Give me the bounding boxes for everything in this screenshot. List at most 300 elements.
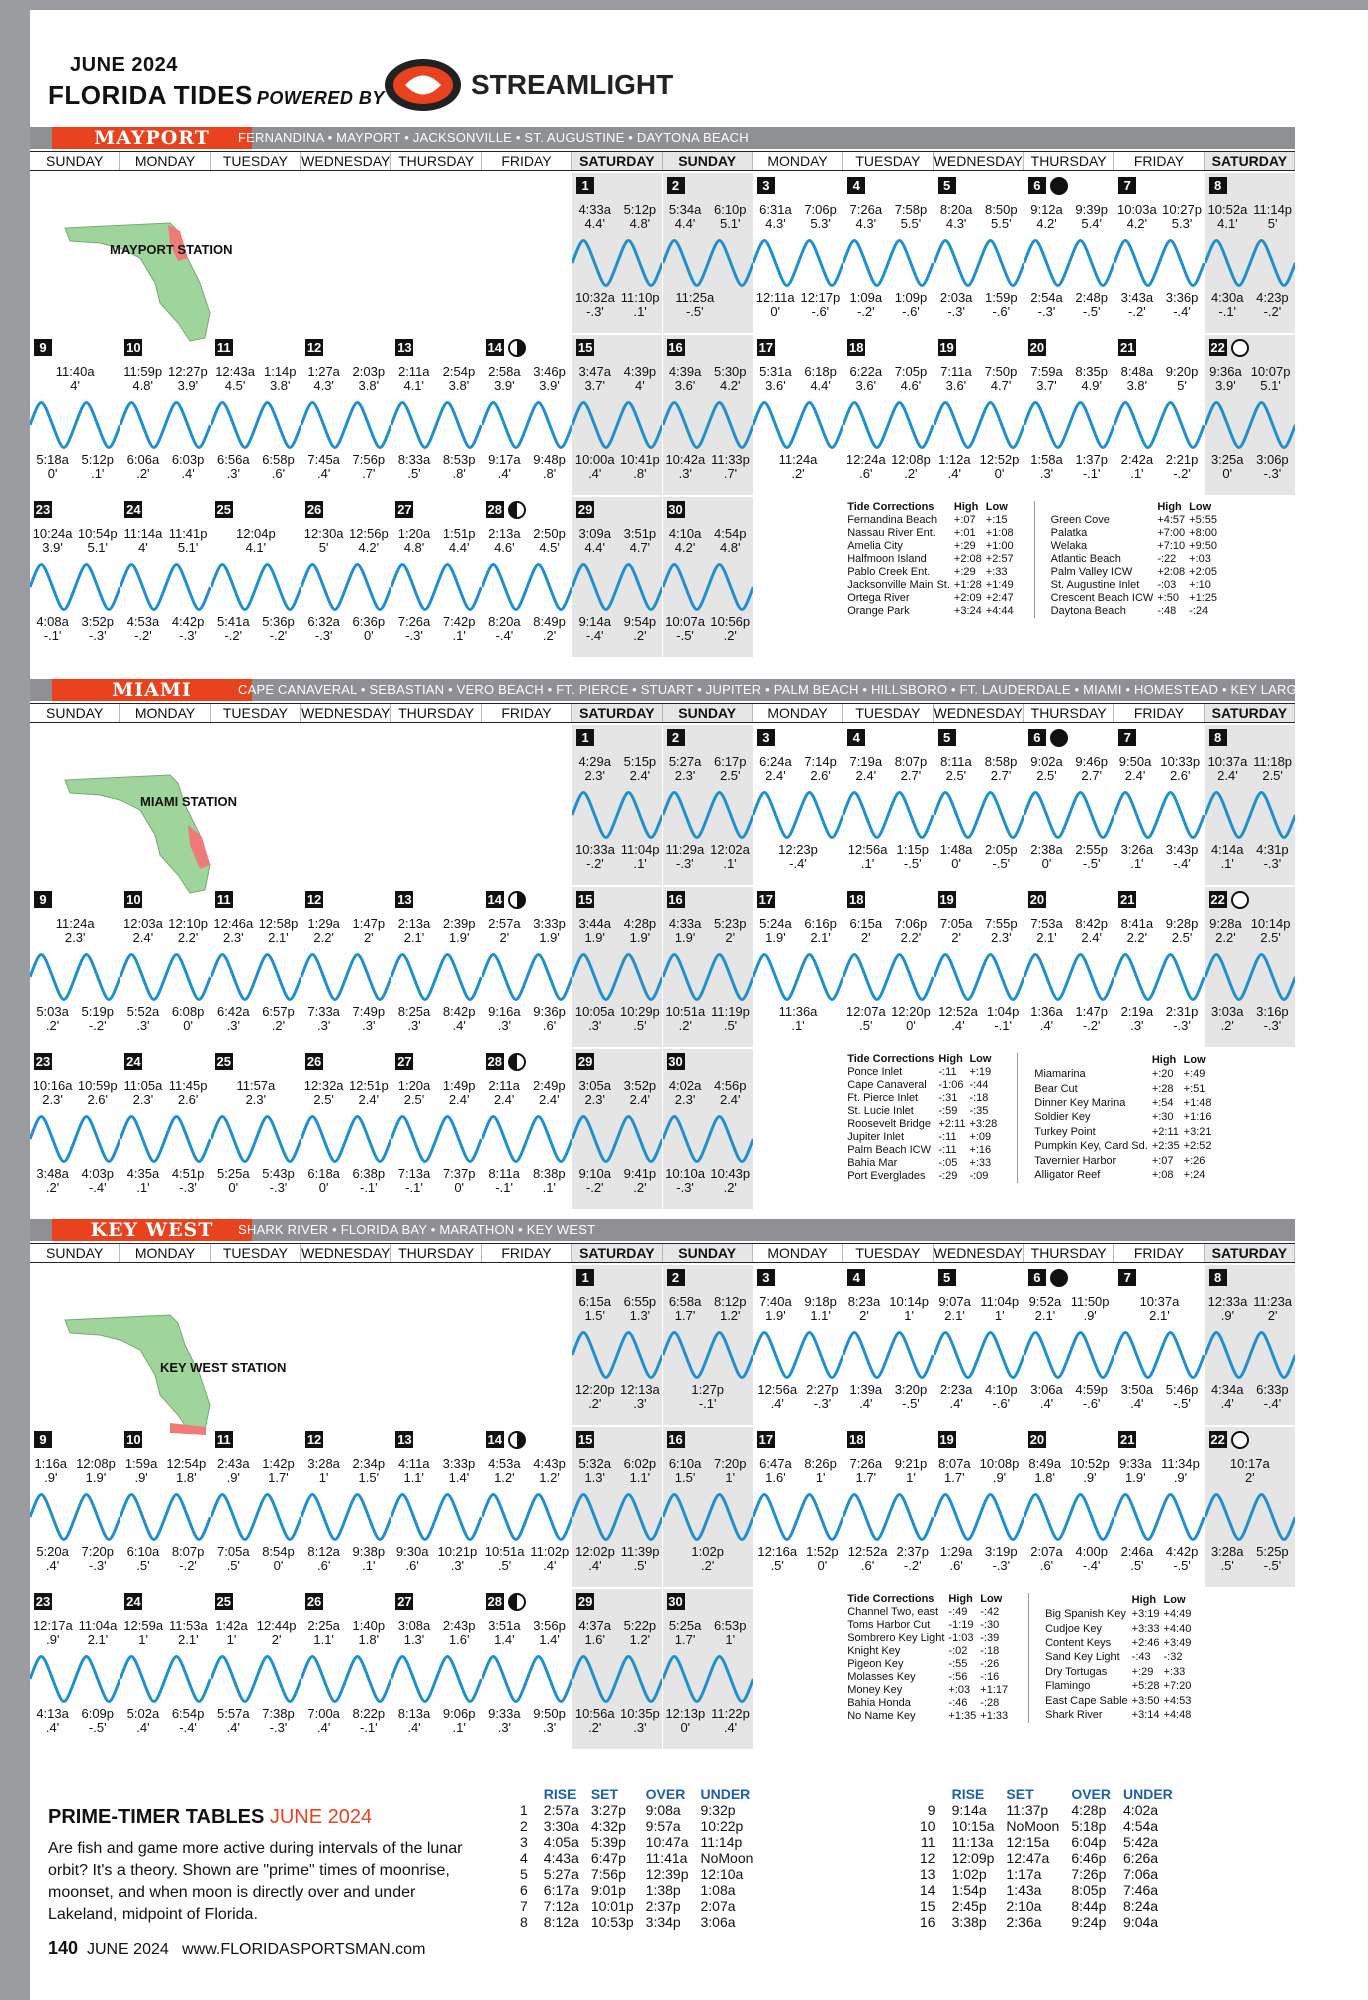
day-number: 4	[847, 177, 865, 194]
tide-height: .3'	[136, 1018, 150, 1033]
tide-height: .6'	[316, 1558, 331, 1573]
prime-time: 9:04a	[1123, 1914, 1159, 1930]
correction-row	[847, 1105, 1001, 1118]
tide-height: 3.9'	[177, 378, 199, 393]
low-tides	[753, 291, 843, 319]
tide-time: 6:17p	[713, 754, 747, 769]
tide-height: 2.4'	[855, 768, 877, 783]
tide-curve	[1205, 1495, 1295, 1540]
day-cell	[1114, 335, 1204, 495]
weekday-label: FRIDAY	[482, 1244, 572, 1262]
high-tide	[353, 1619, 386, 1647]
powered-by-text: POWERED BY	[256, 88, 385, 108]
tide-height: 0'	[273, 1558, 284, 1573]
high-tide	[1028, 1457, 1061, 1485]
tide-height: 3.7'	[584, 378, 605, 393]
low-tides	[211, 1707, 301, 1735]
tide-height: .4'	[588, 1558, 602, 1573]
tide-height: 5'	[318, 540, 329, 555]
tide-height: 1.9'	[85, 1470, 107, 1485]
day-cell	[482, 1427, 572, 1587]
prime-time: 8:24a	[1123, 1898, 1159, 1914]
correction-location: Knight Key	[847, 1645, 901, 1657]
tide-curve	[482, 403, 572, 448]
tide-time: 5:27a	[668, 754, 702, 769]
low-tide	[1030, 1383, 1063, 1411]
prime-row	[920, 1898, 1185, 1914]
tide-height: 4.3'	[945, 216, 967, 231]
low-tides	[663, 1167, 753, 1195]
corrections-title	[1045, 1593, 1132, 1607]
tide-curve	[120, 955, 210, 1000]
day-number: 30	[668, 502, 683, 517]
tide-time: 3:06p	[1256, 452, 1289, 467]
prime-time: 4:02a	[1123, 1802, 1159, 1818]
prime-row	[920, 1866, 1185, 1882]
high-tide	[533, 1457, 566, 1485]
correction-high: +:07	[1151, 1154, 1174, 1167]
low-tide	[1075, 1545, 1108, 1573]
tide-height: 4.4'	[584, 216, 605, 231]
tide-height: 3.7'	[1036, 378, 1057, 393]
correction-row	[847, 1118, 1001, 1131]
prime-day: 5	[520, 1866, 528, 1882]
tide-curve	[663, 1333, 753, 1378]
tide-wave	[934, 1325, 1024, 1385]
weekday-label: SUNDAY	[663, 152, 753, 170]
tide-time: 6:57p	[262, 1004, 295, 1019]
prime-time: 10:53p	[590, 1914, 634, 1930]
tide-height: 1.1'	[403, 1470, 425, 1485]
tide-time: 6:22a	[849, 364, 883, 379]
low-tides	[120, 1005, 210, 1033]
day-number: 12	[306, 1432, 322, 1447]
tide-height: 0'	[680, 1720, 691, 1735]
high-tide	[488, 527, 521, 555]
high-tide	[1119, 755, 1152, 783]
low-tides	[301, 1707, 391, 1735]
tide-height: -.1'	[495, 1180, 513, 1195]
tide-curve	[753, 241, 843, 286]
tide-time: 4:23p	[1256, 290, 1289, 305]
low-tide	[217, 1707, 250, 1735]
tide-height: -.2'	[1173, 466, 1191, 481]
low-tide	[1211, 1545, 1244, 1573]
low-tide	[800, 291, 840, 319]
tide-height: 0'	[363, 628, 374, 643]
tide-height: 1.2'	[539, 1470, 560, 1485]
tide-corrections	[847, 1053, 1215, 1183]
low-tide	[217, 1545, 250, 1573]
weekday-label: THURSDAY	[1024, 704, 1114, 722]
low-tide	[778, 843, 818, 871]
correction-high: -:48	[1157, 605, 1177, 617]
weekday-label: SUNDAY	[30, 704, 120, 722]
tide-time: 4:14a	[1210, 842, 1244, 857]
tide-height: .5'	[633, 1018, 647, 1033]
high-tide	[624, 1295, 657, 1323]
day-cell	[753, 887, 843, 1047]
tide-height: .1'	[452, 1720, 466, 1735]
tide-time: 6:47a	[759, 1456, 792, 1471]
tide-time: 4:30a	[1210, 290, 1244, 305]
prime-day: 10	[920, 1818, 936, 1834]
high-tide	[850, 755, 883, 783]
weekday-header	[30, 703, 1295, 723]
tide-height: -.4'	[1173, 856, 1191, 871]
tide-time: 2:03p	[352, 364, 386, 379]
tide-height: .5'	[859, 1018, 873, 1033]
florida-map-icon	[60, 213, 220, 343]
low-tide	[1256, 1005, 1289, 1033]
tide-wave	[843, 1487, 933, 1547]
tide-curve	[1024, 793, 1114, 838]
moon-phase-new-icon	[1050, 177, 1068, 195]
correction-location: Pigeon Key	[847, 1658, 904, 1670]
high-tide	[304, 1079, 344, 1107]
high-tide	[123, 365, 162, 393]
tide-height: .6'	[860, 1558, 875, 1573]
low-tides	[482, 1545, 572, 1573]
tide-time: 12:17a	[32, 1618, 73, 1633]
low-tide	[575, 291, 615, 319]
tide-curve	[30, 1657, 120, 1702]
correction-low: +:10	[1189, 579, 1211, 591]
high-tide	[669, 1295, 702, 1323]
tide-height: .5'	[1220, 1558, 1234, 1573]
tide-height: .9'	[1083, 1308, 1097, 1323]
tide-height: .2'	[701, 1558, 715, 1573]
tide-time: 5:20a	[36, 1544, 69, 1559]
low-tide	[710, 1167, 750, 1195]
tide-height: 2.3'	[223, 930, 244, 945]
tide-height: .9'	[46, 1632, 60, 1647]
prime-time: 8:05p	[1071, 1882, 1107, 1898]
day-number: 25	[216, 1054, 231, 1069]
tide-wave	[663, 233, 753, 293]
tide-wave	[30, 1487, 120, 1547]
weekday-label: FRIDAY	[1114, 704, 1204, 722]
high-tide	[1121, 365, 1154, 393]
tide-height: 2.1'	[403, 930, 425, 945]
weekday-label: SATURDAY	[1205, 152, 1295, 170]
day-number: 19	[939, 1432, 954, 1447]
tide-height: -.3'	[88, 628, 107, 643]
prime-day: 13	[920, 1866, 936, 1882]
correction-low: +:33	[985, 566, 1008, 578]
day-number: 12	[306, 340, 322, 355]
tide-height: 4'	[138, 540, 148, 555]
prime-time: 4:43a	[543, 1850, 579, 1866]
low-tide	[895, 291, 928, 319]
high-tides	[934, 203, 1024, 231]
tide-time: 8:20a	[939, 202, 973, 217]
high-tides	[301, 1079, 391, 1107]
tide-time: 12:20p	[574, 1382, 615, 1397]
tide-time: 7:53a	[1030, 916, 1063, 931]
high-tide	[624, 1079, 657, 1107]
tide-height: .9'	[1173, 1470, 1188, 1485]
tide-time: 11:45p	[168, 1078, 208, 1093]
low-tide	[756, 291, 795, 319]
high-tide	[1208, 755, 1248, 783]
tide-time: 10:56p	[710, 614, 751, 629]
station-label: MAYPORT STATION	[110, 242, 233, 257]
low-tide	[36, 1167, 69, 1195]
high-tide	[759, 1295, 792, 1323]
tide-wave	[934, 785, 1024, 845]
tide-time: 7:58p	[894, 202, 928, 217]
high-tides	[211, 527, 301, 555]
region-bar	[30, 1219, 1295, 1241]
tide-time: 11:02p	[530, 1544, 570, 1559]
tide-height: 2.4'	[719, 1092, 741, 1107]
low-tide	[848, 843, 888, 871]
tide-curve	[1024, 1495, 1114, 1540]
day-number: 11	[215, 339, 233, 356]
high-tides	[753, 1295, 843, 1323]
low-tide	[1075, 1005, 1108, 1033]
correction-low: +1:16	[1183, 1111, 1212, 1124]
low-tide	[620, 1707, 660, 1735]
high-tides	[663, 917, 753, 945]
correction-low: +1:00	[985, 540, 1014, 552]
tide-wave	[1114, 395, 1204, 455]
tide-curve	[1205, 241, 1295, 286]
tide-time: 1:47p	[1075, 1004, 1108, 1019]
low-tides	[120, 615, 210, 643]
high-tide	[169, 527, 208, 555]
tide-time: 10:07a	[665, 614, 705, 629]
low-tide	[398, 1707, 431, 1735]
low-tide	[985, 1383, 1018, 1411]
tide-height: 5.5'	[900, 216, 922, 231]
corrections-low-header: Low	[1163, 1593, 1186, 1606]
tide-time: 6:10a	[126, 1544, 160, 1559]
tide-height: 1.7'	[268, 1470, 289, 1485]
tide-time: 12:04p	[235, 526, 276, 541]
weekday-label: FRIDAY	[482, 152, 572, 170]
correction-row	[847, 579, 1017, 592]
tide-height: .2'	[45, 1018, 60, 1033]
tide-height: .6'	[405, 1558, 419, 1573]
tide-time: 4:08a	[36, 614, 69, 629]
tide-time: 12:32a	[303, 1078, 344, 1093]
tide-time: 6:42a	[217, 1004, 250, 1019]
tide-time: 9:20p	[1165, 364, 1199, 379]
high-tide	[1166, 365, 1199, 393]
low-tide	[172, 1545, 205, 1573]
tide-time: 10:52a	[1207, 202, 1248, 217]
tide-wave	[1024, 1325, 1114, 1385]
tide-curve	[120, 1117, 210, 1162]
correction-row	[847, 1658, 1012, 1671]
low-tide	[443, 1167, 476, 1195]
low-tides	[301, 453, 391, 481]
tide-curve	[391, 955, 481, 1000]
high-tides	[1114, 917, 1204, 945]
prime-time: NoMoon	[700, 1850, 754, 1866]
high-tide	[353, 917, 386, 945]
high-tide	[804, 917, 837, 945]
tide-time: 9:12a	[1030, 202, 1063, 217]
low-tides	[753, 453, 843, 481]
tide-time: 12:11a	[755, 290, 795, 305]
tide-height: 3.9'	[539, 378, 560, 393]
high-tides	[1114, 1457, 1204, 1485]
high-tides	[120, 1619, 210, 1647]
low-tide	[1121, 291, 1154, 319]
low-tide	[1166, 453, 1199, 481]
correction-row	[1051, 592, 1221, 605]
low-tides	[663, 291, 753, 319]
tide-height: .4'	[723, 1720, 738, 1735]
tide-height: 4.2'	[719, 378, 741, 393]
tide-height: 2.3'	[42, 1092, 63, 1107]
prime-day-header	[920, 1786, 952, 1802]
weekday-label: FRIDAY	[1114, 1244, 1204, 1262]
tide-height: .1'	[362, 1558, 376, 1573]
tide-time: 6:31a	[759, 202, 792, 217]
day-number: 25	[216, 502, 231, 517]
low-tide	[575, 1383, 615, 1411]
low-tide	[940, 291, 973, 319]
prime-time: 1:17a	[1006, 1866, 1042, 1882]
tide-height: 1.9'	[674, 930, 696, 945]
high-tides	[1205, 365, 1295, 393]
tide-time: 10:52p	[1069, 1456, 1110, 1471]
tide-wave	[120, 947, 210, 1007]
tide-height: -.5'	[1082, 304, 1101, 319]
tide-height: 3.6'	[945, 378, 967, 393]
tide-curve	[753, 1333, 843, 1378]
tide-time: 2:49p	[533, 1078, 566, 1093]
low-tides	[211, 453, 301, 481]
tide-time: 7:19a	[849, 754, 883, 769]
correction-location: Content Keys	[1045, 1637, 1112, 1650]
tide-height: 2.4'	[1081, 930, 1102, 945]
tide-wave	[391, 1109, 481, 1169]
region-name: KEY WEST	[52, 1219, 252, 1241]
low-tide	[575, 453, 615, 481]
high-tide	[1029, 1295, 1062, 1323]
tide-time: 11:22p	[711, 1706, 750, 1721]
day-cell	[301, 497, 391, 657]
prime-time: 2:57a	[543, 1802, 579, 1818]
tide-time: 8:11a	[488, 1166, 520, 1181]
tide-wave	[663, 557, 753, 617]
tide-time: 5:52a	[126, 1004, 160, 1019]
low-tides	[1024, 291, 1114, 319]
correction-low: -:35	[969, 1105, 989, 1117]
tide-time: 2:48p	[1075, 290, 1108, 305]
tide-wave	[843, 947, 933, 1007]
low-tides	[120, 1167, 210, 1195]
low-tide	[262, 1167, 295, 1195]
tide-time: 8:12p	[713, 1294, 747, 1309]
correction-high: +4:57	[1157, 514, 1186, 526]
correction-location: Port Everglades	[847, 1170, 926, 1182]
correction-low: +3:28	[969, 1118, 998, 1130]
high-tide	[714, 755, 747, 783]
tide-height: 2.6'	[1169, 768, 1191, 783]
tide-time: 6:32a	[307, 614, 340, 629]
day-cell	[301, 335, 391, 495]
weekday-label: TUESDAY	[843, 152, 933, 170]
tide-time: 10:33a	[575, 842, 615, 857]
tide-wave	[30, 1109, 120, 1169]
correction-low: -:24	[1189, 605, 1209, 617]
tide-height: 1.7'	[674, 1308, 696, 1323]
tide-height: 1.9'	[584, 930, 605, 945]
low-tides	[391, 1545, 481, 1573]
high-tides	[663, 365, 753, 393]
tide-curve	[1205, 955, 1295, 1000]
correction-low: +:15	[985, 514, 1008, 526]
prime-row	[520, 1850, 765, 1866]
high-tide	[985, 365, 1018, 393]
correction-high: +:29	[953, 540, 976, 552]
day-cell	[391, 1049, 481, 1209]
day-cell	[753, 173, 843, 333]
tide-height: 2.1'	[268, 930, 289, 945]
prime-time: 1:43a	[1006, 1882, 1042, 1898]
low-tide	[691, 1545, 724, 1573]
tide-height: 2.1'	[1034, 1308, 1056, 1323]
prime-time: 10:15a	[951, 1818, 995, 1834]
day-cell	[572, 1049, 662, 1209]
low-tide	[353, 1707, 386, 1735]
correction-high: -:29	[938, 1170, 958, 1182]
low-tides	[1114, 1383, 1204, 1411]
tide-height: .3'	[588, 1018, 602, 1033]
tide-time: 11:04a	[78, 1618, 118, 1633]
tide-time: 9:28a	[1209, 916, 1242, 931]
correction-high: +:20	[1151, 1068, 1174, 1081]
tide-height: 2.6'	[87, 1092, 109, 1107]
high-tide	[850, 203, 883, 231]
high-tide	[1166, 917, 1199, 945]
high-tide	[669, 1079, 702, 1107]
high-tide	[257, 1619, 297, 1647]
tide-height: 1'	[138, 1632, 149, 1647]
low-tides	[572, 1383, 662, 1411]
low-tide	[665, 1167, 705, 1195]
tide-wave	[934, 233, 1024, 293]
tide-curve	[934, 793, 1024, 838]
prime-day: 1	[520, 1802, 528, 1818]
high-tides	[572, 203, 662, 231]
footer	[48, 1938, 425, 1959]
tide-height: 2.4'	[358, 1092, 380, 1107]
tide-height: -.2'	[1263, 304, 1282, 319]
moon-phase-full-icon	[1231, 1431, 1249, 1449]
day-number: 14	[487, 340, 503, 355]
high-tide	[1119, 1457, 1152, 1485]
tide-height: .3'	[497, 1720, 512, 1735]
day-cell	[120, 335, 210, 495]
tide-curve	[843, 793, 933, 838]
tide-time: 3:25a	[1210, 452, 1244, 467]
weekday-label: SATURDAY	[1205, 1244, 1295, 1262]
correction-low: +:26	[1183, 1154, 1206, 1167]
tide-curve	[572, 565, 662, 610]
tide-time: 7:13a	[397, 1166, 431, 1181]
tide-height: 2.3'	[584, 1092, 605, 1107]
high-tide	[714, 203, 747, 231]
prime-title-date: JUNE 2024	[269, 1806, 373, 1828]
tide-height: .4'	[588, 466, 602, 481]
